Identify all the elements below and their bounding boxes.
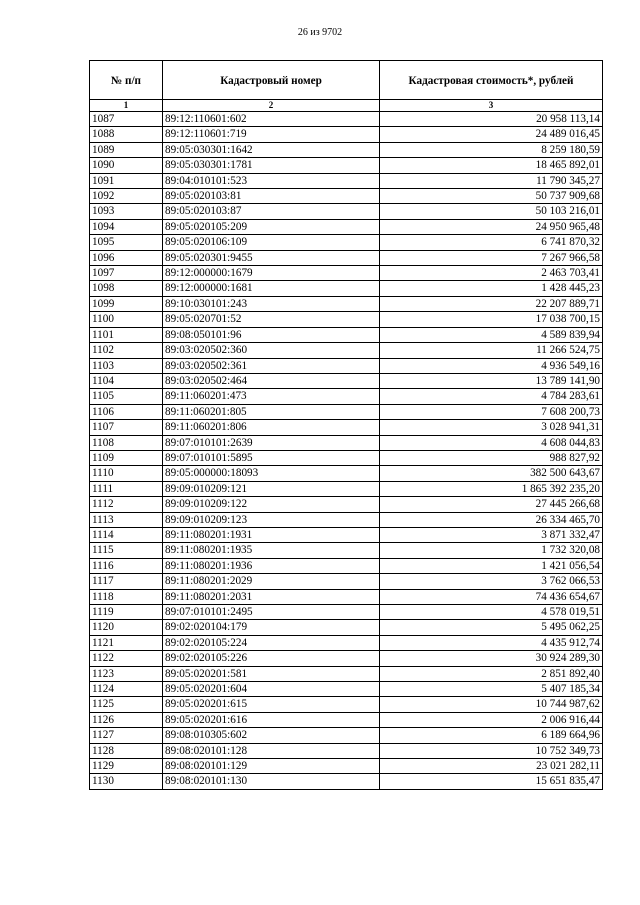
column-number-1: 1 [90,100,163,112]
cadastral-value: 382 500 643,67 [380,466,603,481]
cadastral-value: 18 465 892,01 [380,158,603,173]
row-number: 1091 [90,173,163,188]
header-cadastral-value: Кадастровая стоимость*, рублей [380,61,603,100]
cadastral-value: 30 924 289,30 [380,651,603,666]
cadastral-number: 89:12:000000:1679 [163,266,380,281]
header-cadastral-number: Кадастровый номер [163,61,380,100]
table-row [90,635,603,650]
row-number: 1125 [90,697,163,712]
cadastral-number: 89:08:010305:602 [163,728,380,743]
cadastral-value: 27 445 266,68 [380,497,603,512]
table-row [90,389,603,404]
cadastral-number: 89:05:020701:52 [163,312,380,327]
table-body [90,112,603,790]
row-number: 1106 [90,404,163,419]
table-row [90,266,603,281]
cadastral-value: 3 871 332,47 [380,527,603,542]
table-row [90,512,603,527]
table-row [90,219,603,234]
cadastral-table [89,60,603,790]
cadastral-number: 89:05:020103:87 [163,204,380,219]
column-number-3: 3 [380,100,603,112]
row-number: 1109 [90,450,163,465]
cadastral-value: 2 851 892,40 [380,666,603,681]
cadastral-number: 89:10:030101:243 [163,296,380,311]
table-row [90,605,603,620]
cadastral-number: 89:11:080201:2029 [163,574,380,589]
row-number: 1113 [90,512,163,527]
row-number: 1108 [90,435,163,450]
cadastral-value: 24 489 016,45 [380,127,603,142]
table-row [90,743,603,758]
row-number: 1104 [90,373,163,388]
row-number: 1103 [90,358,163,373]
cadastral-number: 89:05:000000:18093 [163,466,380,481]
cadastral-number: 89:11:080201:1936 [163,558,380,573]
cadastral-number: 89:11:080201:1931 [163,527,380,542]
cadastral-number: 89:11:080201:1935 [163,543,380,558]
cadastral-value: 1 732 320,08 [380,543,603,558]
cadastral-number: 89:03:020502:464 [163,373,380,388]
table-row [90,682,603,697]
cadastral-number: 89:08:020101:128 [163,743,380,758]
cadastral-number: 89:12:110601:602 [163,112,380,127]
table-row [90,312,603,327]
cadastral-number: 89:09:010209:122 [163,497,380,512]
cadastral-value: 6 189 664,96 [380,728,603,743]
table-row [90,712,603,727]
cadastral-number: 89:05:020201:616 [163,712,380,727]
cadastral-number: 89:09:010209:123 [163,512,380,527]
cadastral-value: 7 608 200,73 [380,404,603,419]
row-number: 1090 [90,158,163,173]
cadastral-number: 89:05:020103:81 [163,189,380,204]
cadastral-value: 26 334 465,70 [380,512,603,527]
cadastral-value: 3 762 066,53 [380,574,603,589]
table-row [90,666,603,681]
table-row [90,558,603,573]
row-number: 1101 [90,327,163,342]
cadastral-number: 89:07:010101:2495 [163,605,380,620]
cadastral-value: 11 266 524,75 [380,343,603,358]
cadastral-value: 4 435 912,74 [380,635,603,650]
cadastral-number: 89:05:030301:1781 [163,158,380,173]
table-row [90,620,603,635]
cadastral-number: 89:05:020201:615 [163,697,380,712]
row-number: 1129 [90,759,163,774]
cadastral-value: 11 790 345,27 [380,173,603,188]
row-number: 1128 [90,743,163,758]
cadastral-value: 74 436 654,67 [380,589,603,604]
row-number: 1118 [90,589,163,604]
cadastral-number: 89:12:000000:1681 [163,281,380,296]
cadastral-value: 5 407 185,34 [380,682,603,697]
cadastral-number: 89:08:020101:130 [163,774,380,789]
row-number: 1117 [90,574,163,589]
cadastral-value: 50 737 909,68 [380,189,603,204]
cadastral-number: 89:05:020106:109 [163,235,380,250]
cadastral-number: 89:08:050101:96 [163,327,380,342]
row-number: 1121 [90,635,163,650]
table-row [90,373,603,388]
row-number: 1098 [90,281,163,296]
table-row [90,112,603,127]
cadastral-value: 8 259 180,59 [380,142,603,157]
row-number: 1105 [90,389,163,404]
table-row [90,173,603,188]
table-row [90,127,603,142]
cadastral-value: 2 463 703,41 [380,266,603,281]
row-number: 1097 [90,266,163,281]
row-number: 1095 [90,235,163,250]
cadastral-value: 15 651 835,47 [380,774,603,789]
page-header: 26 из 9702 [297,27,343,38]
table-row [90,450,603,465]
cadastral-value: 24 950 965,48 [380,219,603,234]
cadastral-value: 6 741 870,32 [380,235,603,250]
table-row [90,281,603,296]
table-row [90,497,603,512]
row-number: 1102 [90,343,163,358]
row-number: 1119 [90,605,163,620]
row-number: 1088 [90,127,163,142]
cadastral-value: 5 495 062,25 [380,620,603,635]
row-number: 1089 [90,142,163,157]
row-number: 1093 [90,204,163,219]
table-row [90,204,603,219]
table-row [90,358,603,373]
cadastral-value: 988 827,92 [380,450,603,465]
table-row [90,527,603,542]
cadastral-value: 17 038 700,15 [380,312,603,327]
row-number: 1114 [90,527,163,542]
cadastral-number: 89:04:010101:523 [163,173,380,188]
cadastral-number: 89:05:030301:1642 [163,142,380,157]
cadastral-value: 4 608 044,83 [380,435,603,450]
table-row [90,543,603,558]
cadastral-value: 1 421 056,54 [380,558,603,573]
row-number: 1107 [90,420,163,435]
column-number-row [90,100,603,112]
cadastral-value: 3 028 941,31 [380,420,603,435]
row-number: 1096 [90,250,163,265]
cadastral-number: 89:02:020105:224 [163,635,380,650]
cadastral-number: 89:03:020502:361 [163,358,380,373]
row-number: 1123 [90,666,163,681]
row-number: 1120 [90,620,163,635]
table-row [90,697,603,712]
table-row [90,774,603,789]
cadastral-number: 89:05:020201:604 [163,682,380,697]
table-row [90,296,603,311]
cadastral-number: 89:03:020502:360 [163,343,380,358]
cadastral-number: 89:02:020105:226 [163,651,380,666]
cadastral-value: 1 428 445,23 [380,281,603,296]
table-row [90,327,603,342]
cadastral-number: 89:02:020104:179 [163,620,380,635]
row-number: 1094 [90,219,163,234]
cadastral-number: 89:05:020201:581 [163,666,380,681]
table-row [90,404,603,419]
cadastral-value: 10 752 349,73 [380,743,603,758]
row-number: 1130 [90,774,163,789]
row-number: 1115 [90,543,163,558]
cadastral-number: 89:11:060201:806 [163,420,380,435]
table-row [90,589,603,604]
table-row [90,142,603,157]
row-number: 1099 [90,296,163,311]
cadastral-number: 89:08:020101:129 [163,759,380,774]
table-row [90,466,603,481]
cadastral-value: 4 784 283,61 [380,389,603,404]
cadastral-number: 89:12:110601:719 [163,127,380,142]
cadastral-value: 4 936 549,16 [380,358,603,373]
table-row [90,343,603,358]
cadastral-value: 7 267 966,58 [380,250,603,265]
header-number: № п/п [90,61,163,100]
row-number: 1100 [90,312,163,327]
cadastral-value: 4 578 019,51 [380,605,603,620]
table-row [90,250,603,265]
cadastral-value: 1 865 392 235,20 [380,481,603,496]
row-number: 1124 [90,682,163,697]
cadastral-value: 20 958 113,14 [380,112,603,127]
table-row [90,189,603,204]
table-row [90,235,603,250]
row-number: 1092 [90,189,163,204]
cadastral-number: 89:07:010101:5895 [163,450,380,465]
cadastral-number: 89:05:020301:9455 [163,250,380,265]
row-number: 1116 [90,558,163,573]
table-row [90,158,603,173]
cadastral-number: 89:09:010209:121 [163,481,380,496]
table-row [90,759,603,774]
cadastral-number: 89:07:010101:2639 [163,435,380,450]
cadastral-value: 2 006 916,44 [380,712,603,727]
row-number: 1112 [90,497,163,512]
cadastral-value: 22 207 889,71 [380,296,603,311]
cadastral-number: 89:11:060201:805 [163,404,380,419]
table-header-row [90,61,603,100]
cadastral-value: 10 744 987,62 [380,697,603,712]
row-number: 1127 [90,728,163,743]
cadastral-value: 23 021 282,11 [380,759,603,774]
column-number-2: 2 [163,100,380,112]
table-row [90,420,603,435]
table-row [90,728,603,743]
cadastral-number: 89:11:060201:473 [163,389,380,404]
cadastral-value: 4 589 839,94 [380,327,603,342]
row-number: 1110 [90,466,163,481]
cadastral-value: 13 789 141,90 [380,373,603,388]
row-number: 1126 [90,712,163,727]
row-number: 1122 [90,651,163,666]
row-number: 1087 [90,112,163,127]
table-row [90,481,603,496]
table-row [90,574,603,589]
table-row [90,651,603,666]
row-number: 1111 [90,481,163,496]
cadastral-number: 89:05:020105:209 [163,219,380,234]
table-row [90,435,603,450]
cadastral-value: 50 103 216,01 [380,204,603,219]
cadastral-number: 89:11:080201:2031 [163,589,380,604]
